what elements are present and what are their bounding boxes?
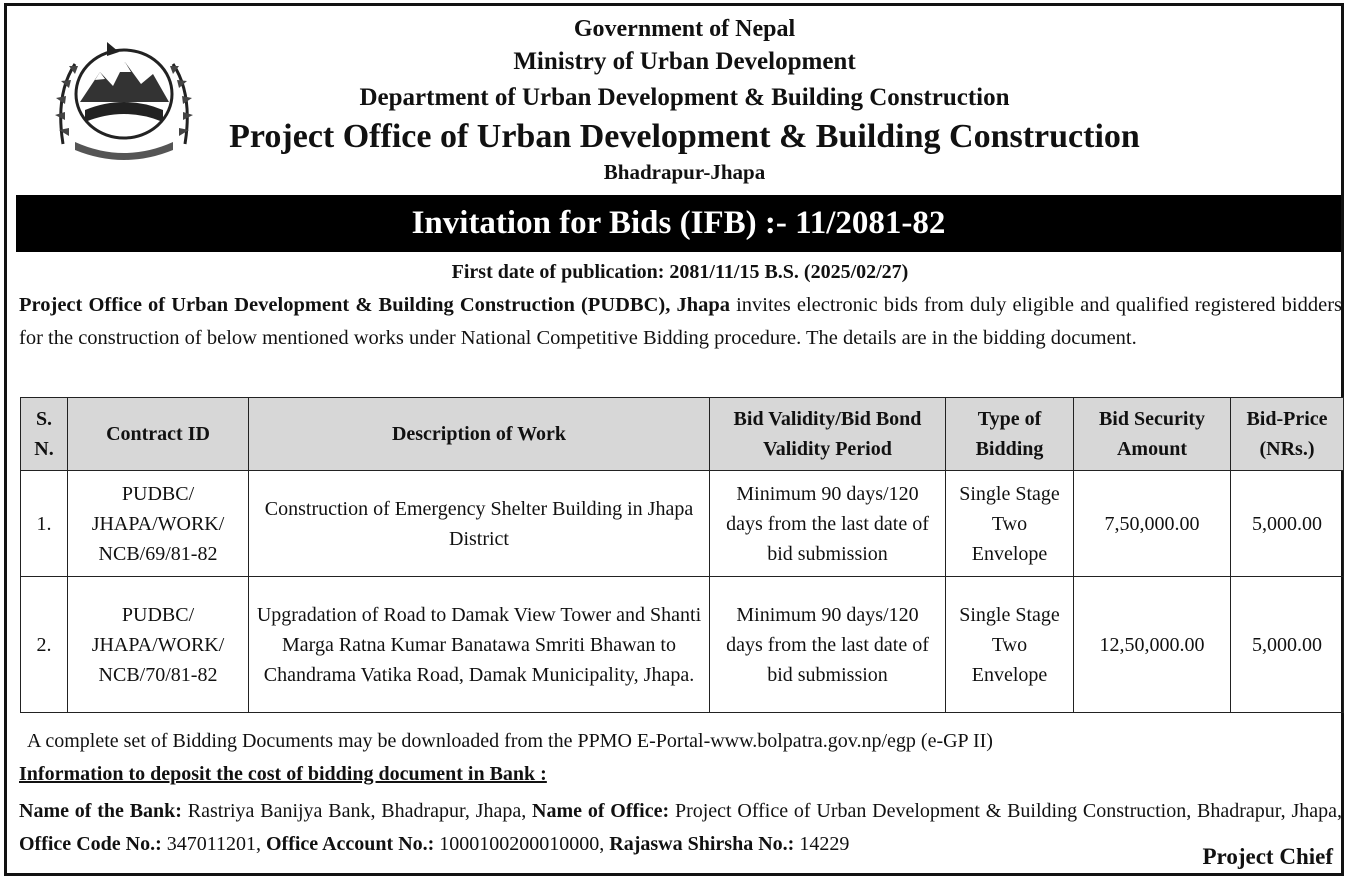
intro-paragraph: [19, 289, 1342, 354]
office-code-label: Office Code No.:: [19, 833, 162, 855]
cell-validity: Minimum 90 days/120 days from the last date of bid submission: [710, 471, 946, 577]
cell-contract-id: PUDBC/ JHAPA/WORK/ NCB/69/81-82: [68, 471, 249, 577]
rajaswa-label: Rajaswa Shirsha No.:: [609, 833, 795, 855]
notice-page: [4, 3, 1344, 876]
column-header-description: Description of Work: [249, 398, 710, 471]
bank-label: Name of the Bank:: [19, 800, 182, 822]
cell-sn: 1.: [21, 471, 68, 577]
header-department: Department of Urban Development & Building Construction: [359, 84, 1010, 111]
cell-type: Single Stage Two Envelope: [946, 471, 1074, 577]
signature-project-chief: Project Chief: [1202, 844, 1333, 869]
intro-organization: Project Office of Urban Development & Building Construction (PUDBC), Jhapa: [19, 294, 730, 316]
cell-security: 7,50,000.00: [1074, 471, 1231, 577]
cell-security: 12,50,000.00: [1074, 577, 1231, 713]
publication-date: First date of publication: 2081/11/15 B.S. (2025/02/27): [451, 261, 909, 283]
account-value: 1000100200010000,: [434, 833, 610, 855]
bank-info-heading: Information to deposit the cost of bidding document in Bank :: [19, 763, 547, 785]
header-government: Government of Nepal: [573, 16, 796, 42]
cell-contract-id: PUDBC/ JHAPA/WORK/ NCB/70/81-82: [68, 577, 249, 713]
column-header-contract-id: Contract ID: [68, 398, 249, 471]
ifb-banner: Invitation for Bids (IFB) :- 11/2081-82: [16, 195, 1341, 252]
rajaswa-value: 14229: [794, 833, 850, 855]
office-code-value: 347011201,: [161, 833, 266, 855]
table-header-row: [21, 398, 1344, 471]
header-project-office: Project Office of Urban Development & Building Construction: [229, 118, 1140, 155]
cell-sn: 2.: [21, 577, 68, 713]
table-row: [21, 577, 1344, 713]
cell-description: Construction of Emergency Shelter Building in Jhapa District: [249, 471, 710, 577]
cell-price: 5,000.00: [1231, 471, 1344, 577]
intro-text: invites electronic bids from duly eligible and qualified registered bidders for the construction of below mentioned works under National Competitive Bidding procedure. The details are in the bidding document.: [19, 294, 1342, 349]
download-info: A complete set of Bidding Documents may be downloaded from the PPMO E-Portal-www.bolpatra.gov.np/egp (e-GP II): [27, 730, 993, 752]
cell-type: Single Stage Two Envelope: [946, 577, 1074, 713]
cell-validity: Minimum 90 days/120 days from the last date of bid submission: [710, 577, 946, 713]
column-header-sn: S. N.: [21, 398, 68, 471]
office-label: Name of Office:: [532, 800, 670, 822]
bank-details: [19, 795, 1342, 861]
cell-price: 5,000.00: [1231, 577, 1344, 713]
column-header-security: Bid Security Amount: [1074, 398, 1231, 471]
header-location: Bhadrapur-Jhapa: [603, 160, 766, 184]
account-label: Office Account No.:: [266, 833, 435, 855]
bids-table: [20, 397, 1344, 713]
office-value: Project Office of Urban Development & Building Construction, Bhadrapur, Jhapa,: [669, 800, 1342, 822]
cell-description: Upgradation of Road to Damak View Tower and Shanti Marga Ratna Kumar Banatawa Smriti Bhawan to Chandrama Vatika Road, Damak Municipality, Jhapa.: [249, 577, 710, 713]
column-header-validity: Bid Validity/Bid Bond Validity Period: [710, 398, 946, 471]
bank-value: Rastriya Banijya Bank, Bhadrapur, Jhapa,: [181, 800, 533, 822]
column-header-type: Type of Bidding: [946, 398, 1074, 471]
table-row: [21, 471, 1344, 577]
column-header-price: Bid-Price (NRs.): [1231, 398, 1344, 471]
header-ministry: Ministry of Urban Development: [513, 48, 856, 75]
nepal-government-emblem-icon: [45, 24, 203, 164]
